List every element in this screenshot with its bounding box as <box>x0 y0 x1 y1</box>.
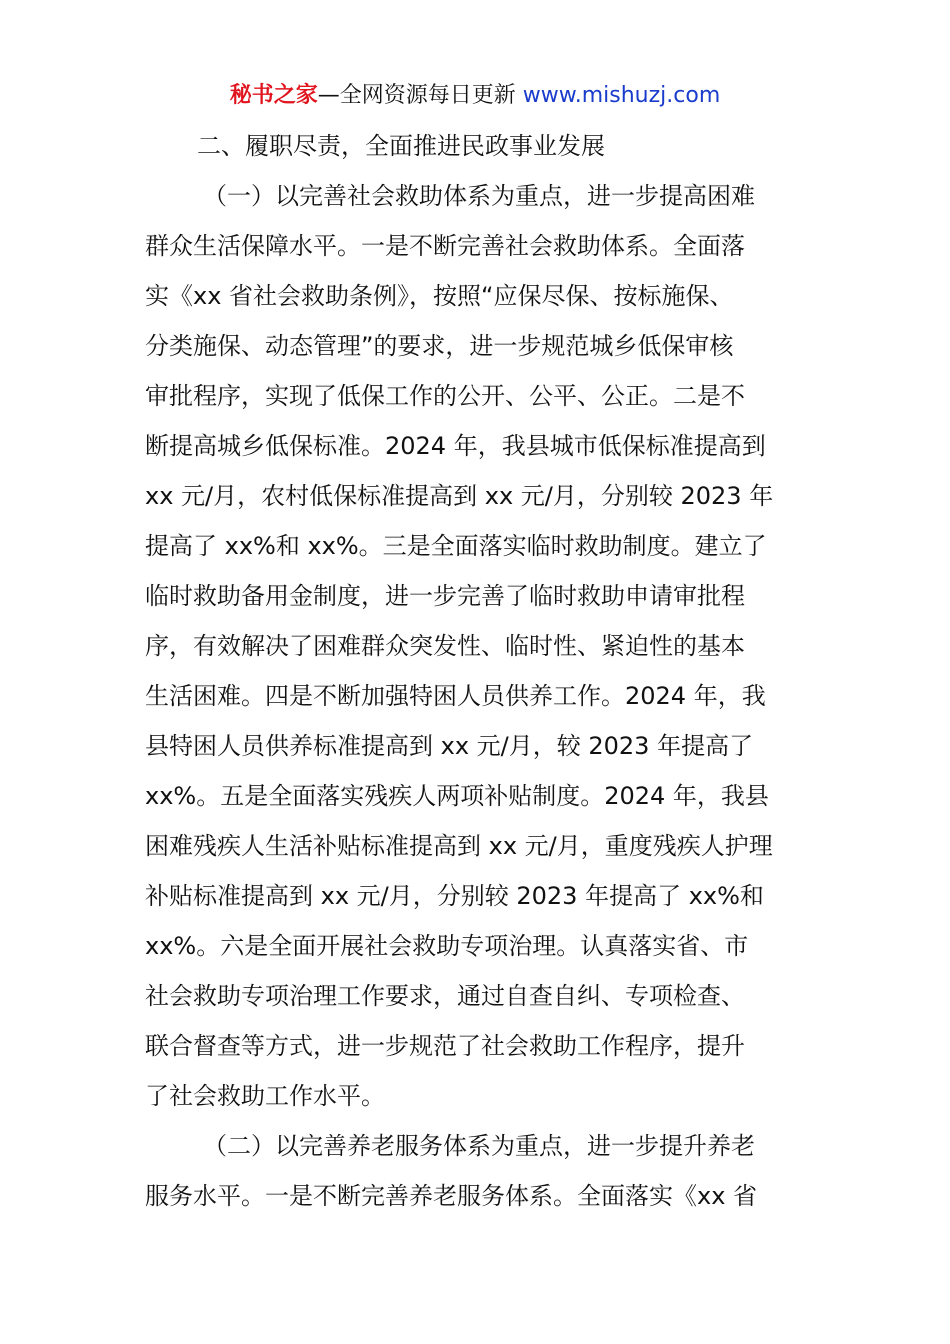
paragraph-line: 联合督查等方式，进一步规范了社会救助工作程序，提升 <box>145 1032 745 1060</box>
site-url-link[interactable]: www.mishuzj.com <box>522 83 721 108</box>
paragraph-line: 了社会救助工作水平。 <box>145 1082 385 1110</box>
paragraph-line: 临时救助备用金制度，进一步完善了临时救助申请审批程 <box>145 582 745 610</box>
paragraph-line: 困难残疾人生活补贴标准提高到 xx 元/月，重度残疾人护理 <box>145 832 773 860</box>
paragraph-line: 序，有效解决了困难群众突发性、临时性、紧迫性的基本 <box>145 632 745 660</box>
document-body <box>145 128 810 1228</box>
header-tagline: —全网资源每日更新 <box>317 83 523 108</box>
site-header <box>0 80 950 112</box>
paragraph-line: xx%。五是全面落实残疾人两项补贴制度。2024 年，我县 <box>145 782 769 810</box>
paragraph-line: 分类施保、动态管理”的要求，进一步规范城乡低保审核 <box>145 332 734 360</box>
paragraph-line: xx 元/月，农村低保标准提高到 xx 元/月，分别较 2023 年 <box>145 482 774 510</box>
brand-name: 秘书之家 <box>229 83 318 108</box>
paragraph-line: 群众生活保障水平。一是不断完善社会救助体系。全面落 <box>145 232 745 260</box>
paragraph-line: 服务水平。一是不断完善养老服务体系。全面落实《xx 省 <box>145 1182 758 1210</box>
subsection-heading-1: （一）以完善社会救助体系为重点，进一步提高困难 <box>203 182 755 210</box>
paragraph-line: 实《xx 省社会救助条例》，按照“应保尽保、按标施保、 <box>145 282 734 310</box>
paragraph-line: 补贴标准提高到 xx 元/月，分别较 2023 年提高了 xx%和 <box>145 882 764 910</box>
paragraph-line: xx%。六是全面开展社会救助专项治理。认真落实省、市 <box>145 932 749 960</box>
paragraph-line: 断提高城乡低保标准。2024 年，我县城市低保标准提高到 <box>145 432 766 460</box>
subsection-heading-2: （二）以完善养老服务体系为重点，进一步提升养老 <box>203 1132 755 1160</box>
paragraph-line: 审批程序，实现了低保工作的公开、公平、公正。二是不 <box>145 382 745 410</box>
paragraph-line: 社会救助专项治理工作要求，通过自查自纠、专项检查、 <box>145 982 745 1010</box>
section-heading: 二、履职尽责，全面推进民政事业发展 <box>197 132 605 160</box>
paragraph-line: 县特困人员供养标准提高到 xx 元/月，较 2023 年提高了 <box>145 732 754 760</box>
paragraph-line: 提高了 xx%和 xx%。三是全面落实临时救助制度。建立了 <box>145 532 767 560</box>
paragraph-line: 生活困难。四是不断加强特困人员供养工作。2024 年，我 <box>145 682 766 710</box>
